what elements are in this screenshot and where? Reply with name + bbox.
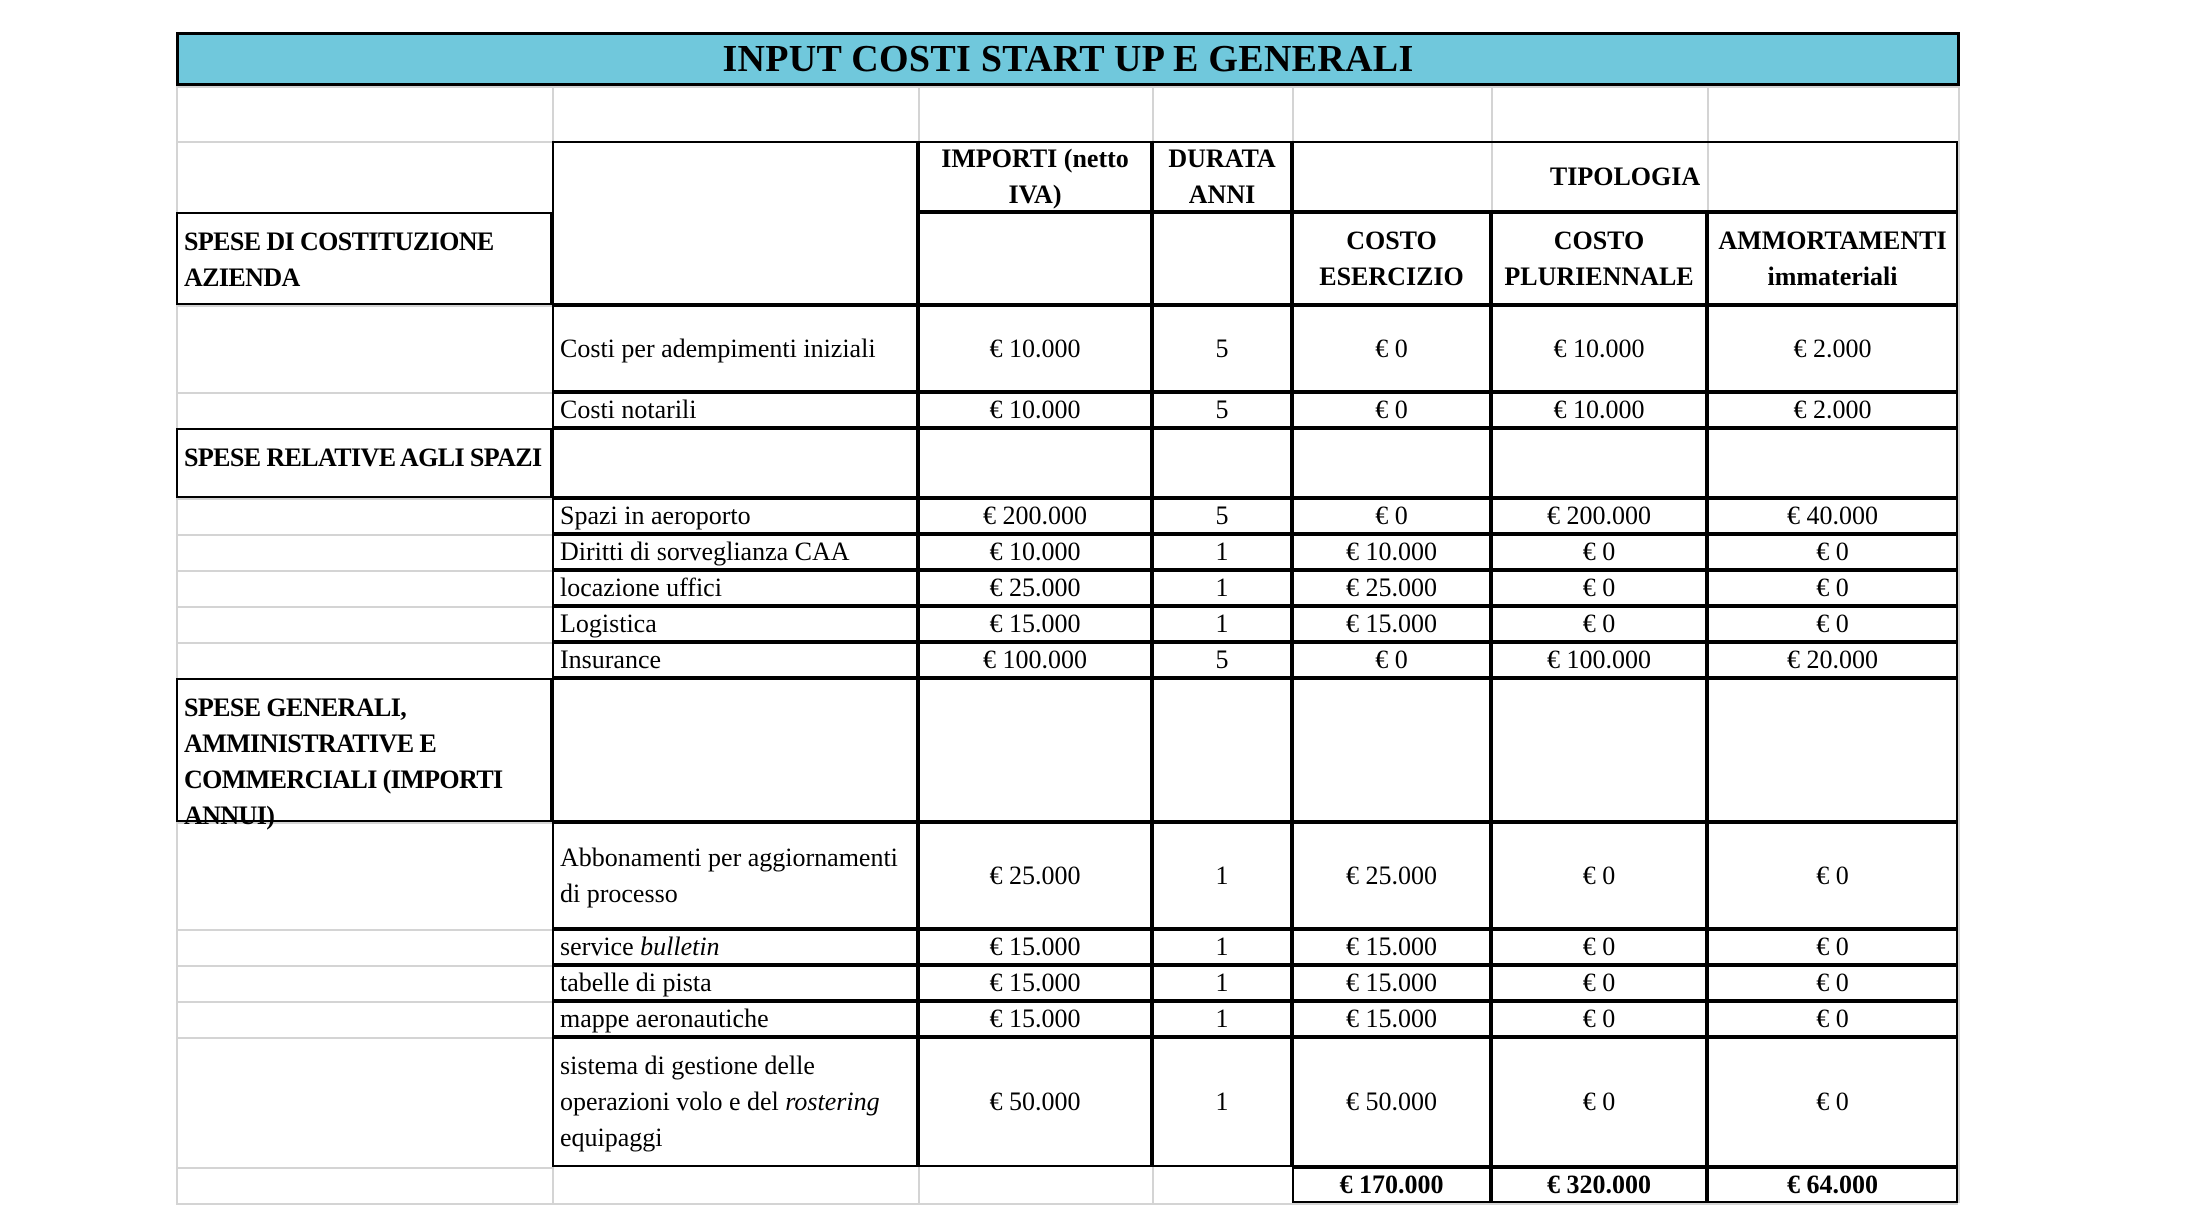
- gridline-horizontal: [176, 606, 552, 608]
- ammortamento-cell: [1707, 642, 1958, 678]
- cell-text: € 0: [1816, 609, 1849, 638]
- cell-text: TIPOLOGIA: [1549, 161, 1701, 191]
- cell-text: Spazi in aeroporto: [560, 501, 751, 530]
- ammortamento-cell: [1707, 570, 1958, 606]
- voce-cell: [552, 392, 918, 428]
- cell-text: € 0: [1375, 501, 1408, 530]
- cell-text: service: [560, 932, 641, 961]
- gridline-horizontal: [176, 1037, 552, 1039]
- voce-cell: [552, 498, 918, 534]
- durata-cell: [1152, 498, 1292, 534]
- cell-text: € 25.000: [989, 860, 1081, 890]
- cell-text: SPESE DI COSTITUZIONE AZIENDA: [184, 227, 494, 292]
- cell-text: € 15.000: [989, 968, 1081, 997]
- voce-cell: [552, 1037, 918, 1167]
- cell-text: Costi notarili: [560, 395, 697, 424]
- cell-text: € 50.000: [1346, 1087, 1437, 1116]
- section-blank-cell: [1292, 428, 1491, 498]
- cell-text: € 10.000: [989, 395, 1081, 424]
- cell-text: Logistica: [560, 609, 657, 638]
- ammortamento-cell: [1707, 929, 1958, 965]
- pluriennale-cell: [1491, 965, 1707, 1001]
- durata-cell: [1152, 822, 1292, 929]
- voce-cell: [552, 534, 918, 570]
- durata-cell: [1152, 965, 1292, 1001]
- cell-text: € 0: [1816, 1087, 1849, 1116]
- ammortamento-cell: [1707, 1037, 1958, 1167]
- cell-text: COSTO ESERCIZIO: [1319, 225, 1464, 291]
- voce-cell: [552, 570, 918, 606]
- cell-text: € 0: [1582, 968, 1616, 997]
- gridline-horizontal: [176, 1167, 552, 1169]
- cell-text: € 0: [1816, 860, 1849, 890]
- importo-cell: [918, 606, 1152, 642]
- esercizio-cell: [1292, 498, 1491, 534]
- cell-text: € 0: [1816, 573, 1849, 602]
- header-ammortamenti: [1707, 212, 1958, 305]
- cell-text: € 25.000: [1346, 573, 1437, 602]
- cell-text: € 0: [1582, 932, 1616, 961]
- section-blank-cell: [1491, 678, 1707, 822]
- importo-cell: [918, 822, 1152, 929]
- cell-text: € 15.000: [1346, 932, 1437, 961]
- gridline-horizontal: [176, 929, 552, 931]
- durata-cell: [1152, 606, 1292, 642]
- cell-text: € 170.000: [1339, 1170, 1444, 1199]
- section-blank-cell: [1707, 678, 1958, 822]
- cell-text: IMPORTI (netto IVA): [941, 143, 1129, 209]
- cell-text: € 200.000: [1547, 501, 1651, 530]
- header-blank-cell: [552, 141, 918, 305]
- importo-cell: [918, 305, 1152, 392]
- section-blank-cell: [918, 428, 1152, 498]
- cell-text: 5: [1215, 501, 1229, 530]
- cell-text: 5: [1215, 333, 1229, 363]
- gridline-horizontal: [176, 642, 552, 644]
- cell-text: € 10.000: [989, 537, 1081, 566]
- pluriennale-cell: [1491, 392, 1707, 428]
- cell-text: € 40.000: [1787, 501, 1878, 530]
- header-costo-esercizio: [1292, 212, 1491, 305]
- cell-text: € 50.000: [989, 1087, 1081, 1116]
- importo-cell: [918, 534, 1152, 570]
- pluriennale-cell: [1491, 822, 1707, 929]
- gridline-horizontal: [176, 392, 552, 394]
- section-blank-cell: [918, 678, 1152, 822]
- cell-text: € 25.000: [1346, 860, 1437, 890]
- durata-cell: [1152, 392, 1292, 428]
- cell-text: € 15.000: [1346, 968, 1437, 997]
- cell-text: 1: [1215, 573, 1229, 602]
- importo-cell: [918, 929, 1152, 965]
- voce-cell: [552, 965, 918, 1001]
- esercizio-cell: [1292, 534, 1491, 570]
- gridline-horizontal: [176, 534, 552, 536]
- section-blank-cell: [1292, 678, 1491, 822]
- gridline-horizontal: [176, 305, 552, 307]
- cell-text: € 2.000: [1793, 333, 1872, 363]
- italic-term: bulletin: [640, 932, 720, 961]
- cell-text: 1: [1215, 968, 1229, 997]
- cell-text: € 2.000: [1793, 395, 1872, 424]
- cell-text: Costi per adempimenti iniziali: [560, 333, 876, 363]
- section-blank-cell: [1491, 428, 1707, 498]
- cell-text: [560, 1048, 916, 1156]
- pluriennale-cell: [1491, 534, 1707, 570]
- cell-text: Diritti di sorveglianza CAA: [560, 537, 850, 566]
- durata-cell: [1152, 534, 1292, 570]
- esercizio-cell: [1292, 570, 1491, 606]
- pluriennale-cell: [1491, 642, 1707, 678]
- importo-cell: [918, 392, 1152, 428]
- pluriennale-cell: [1491, 929, 1707, 965]
- cell-text: € 0: [1582, 537, 1616, 566]
- section-blank-cell: [552, 428, 918, 498]
- ammortamento-cell: [1707, 305, 1958, 392]
- total-ammortamento: [1707, 1167, 1958, 1203]
- section-blank-cell: [1707, 428, 1958, 498]
- cell-text: € 0: [1816, 1004, 1849, 1033]
- cell-text: 1: [1215, 860, 1229, 890]
- cell-text: mappe aeronautiche: [560, 1004, 769, 1033]
- cell-text: sistema di gestione delle operazioni volo e del: [560, 1051, 822, 1116]
- cell-text: € 100.000: [1547, 645, 1651, 674]
- cell-text: € 200.000: [983, 501, 1087, 530]
- voce-cell: [552, 929, 918, 965]
- cell-text: Abbonamenti per aggiornamenti di processo: [560, 842, 898, 908]
- total-esercizio: [1292, 1167, 1491, 1203]
- voce-cell: [552, 822, 918, 929]
- cell-text: AMMORTAMENTI immateriali: [1718, 225, 1947, 291]
- cell-text: DURATA ANNI: [1168, 143, 1276, 209]
- cell-text: € 15.000: [1346, 609, 1437, 638]
- cell-text: € 0: [1375, 333, 1408, 363]
- cell-text: € 0: [1582, 1087, 1616, 1116]
- cell-text: € 15.000: [989, 932, 1081, 961]
- cell-text: € 0: [1582, 573, 1616, 602]
- cell-text: € 0: [1582, 609, 1616, 638]
- header-costo-pluriennale: [1491, 212, 1707, 305]
- header-durata-sub: [1152, 212, 1292, 305]
- esercizio-cell: [1292, 822, 1491, 929]
- cell-text: 1: [1215, 1087, 1229, 1116]
- cell-text: € 20.000: [1787, 645, 1878, 674]
- durata-cell: [1152, 570, 1292, 606]
- cell-text: € 0: [1375, 395, 1408, 424]
- cell-text: SPESE GENERALI, AMMINISTRATIVE E COMMERCIALI (IMPORTI ANNUI): [184, 693, 503, 830]
- header-durata: [1152, 141, 1292, 212]
- cell-text: Insurance: [560, 645, 662, 674]
- importo-cell: [918, 642, 1152, 678]
- cell-text: € 0: [1582, 860, 1616, 890]
- ammortamento-cell: [1707, 498, 1958, 534]
- voce-cell: [552, 305, 918, 392]
- cell-text: 1: [1215, 1004, 1229, 1033]
- total-pluriennale: [1491, 1167, 1707, 1203]
- header-tipologia: [1292, 141, 1958, 212]
- section-blank-cell: [552, 678, 918, 822]
- cell-text: € 10.000: [1553, 333, 1645, 363]
- cell-text: tabelle di pista: [560, 968, 712, 997]
- cell-text: € 10.000: [1553, 395, 1645, 424]
- cell-text: € 100.000: [983, 645, 1087, 674]
- esercizio-cell: [1292, 642, 1491, 678]
- cell-text: € 15.000: [989, 609, 1081, 638]
- gridline-horizontal: [176, 498, 552, 500]
- durata-cell: [1152, 305, 1292, 392]
- cell-text: € 15.000: [989, 1004, 1081, 1033]
- cell-text: € 0: [1816, 537, 1849, 566]
- pluriennale-cell: [1491, 570, 1707, 606]
- voce-cell: [552, 642, 918, 678]
- header-importi: [918, 141, 1152, 212]
- cell-text: € 0: [1375, 645, 1408, 674]
- esercizio-cell: [1292, 1001, 1491, 1037]
- section-label: [176, 428, 552, 498]
- section-blank-cell: [1152, 428, 1292, 498]
- cell-text: € 0: [1816, 968, 1849, 997]
- gridline-horizontal: [176, 86, 1958, 88]
- esercizio-cell: [1292, 929, 1491, 965]
- esercizio-cell: [1292, 305, 1491, 392]
- cell-text: € 0: [1582, 1004, 1616, 1033]
- importo-cell: [918, 1037, 1152, 1167]
- cell-text: € 10.000: [1346, 537, 1437, 566]
- voce-cell: [552, 606, 918, 642]
- ammortamento-cell: [1707, 392, 1958, 428]
- cell-text: € 10.000: [989, 333, 1081, 363]
- cell-text: 1: [1215, 932, 1229, 961]
- importo-cell: [918, 498, 1152, 534]
- pluriennale-cell: [1491, 1001, 1707, 1037]
- durata-cell: [1152, 1037, 1292, 1167]
- ammortamento-cell: [1707, 534, 1958, 570]
- durata-cell: [1152, 929, 1292, 965]
- pluriennale-cell: [1491, 498, 1707, 534]
- gridline-horizontal: [176, 1203, 1958, 1205]
- cell-text: € 25.000: [989, 573, 1081, 602]
- section-label: [176, 212, 552, 305]
- gridline-horizontal: [176, 1001, 552, 1003]
- pluriennale-cell: [1491, 305, 1707, 392]
- importo-cell: [918, 570, 1152, 606]
- ammortamento-cell: [1707, 965, 1958, 1001]
- sheet-title: INPUT COSTI START UP E GENERALI: [176, 32, 1960, 86]
- section-blank-cell: [1152, 678, 1292, 822]
- cell-text: 5: [1215, 645, 1229, 674]
- esercizio-cell: [1292, 606, 1491, 642]
- durata-cell: [1152, 642, 1292, 678]
- gridline-vertical: [1958, 86, 1960, 1203]
- cell-text: locazione uffici: [560, 573, 722, 602]
- cell-text: COSTO PLURIENNALE: [1504, 225, 1694, 291]
- cell-text: 1: [1215, 609, 1229, 638]
- pluriennale-cell: [1491, 606, 1707, 642]
- esercizio-cell: [1292, 392, 1491, 428]
- cell-text: 1: [1215, 537, 1229, 566]
- gridline-horizontal: [176, 965, 552, 967]
- cell-text: equipaggi: [560, 1087, 887, 1152]
- durata-cell: [1152, 1001, 1292, 1037]
- importo-cell: [918, 965, 1152, 1001]
- ammortamento-cell: [1707, 606, 1958, 642]
- italic-term: rostering: [785, 1087, 880, 1116]
- cell-text: € 320.000: [1547, 1170, 1651, 1199]
- cell-text: [560, 929, 720, 965]
- cell-text: € 64.000: [1787, 1170, 1878, 1199]
- cell-text: SPESE RELATIVE AGLI SPAZI: [184, 443, 542, 472]
- cell-text: € 0: [1816, 932, 1849, 961]
- header-importi-sub: [918, 212, 1152, 305]
- voce-cell: [552, 1001, 918, 1037]
- pluriennale-cell: [1491, 1037, 1707, 1167]
- esercizio-cell: [1292, 1037, 1491, 1167]
- section-label: [176, 678, 552, 830]
- ammortamento-cell: [1707, 1001, 1958, 1037]
- cell-text: 5: [1215, 395, 1229, 424]
- importo-cell: [918, 1001, 1152, 1037]
- cell-text: € 15.000: [1346, 1004, 1437, 1033]
- gridline-horizontal: [176, 570, 552, 572]
- ammortamento-cell: [1707, 822, 1958, 929]
- esercizio-cell: [1292, 965, 1491, 1001]
